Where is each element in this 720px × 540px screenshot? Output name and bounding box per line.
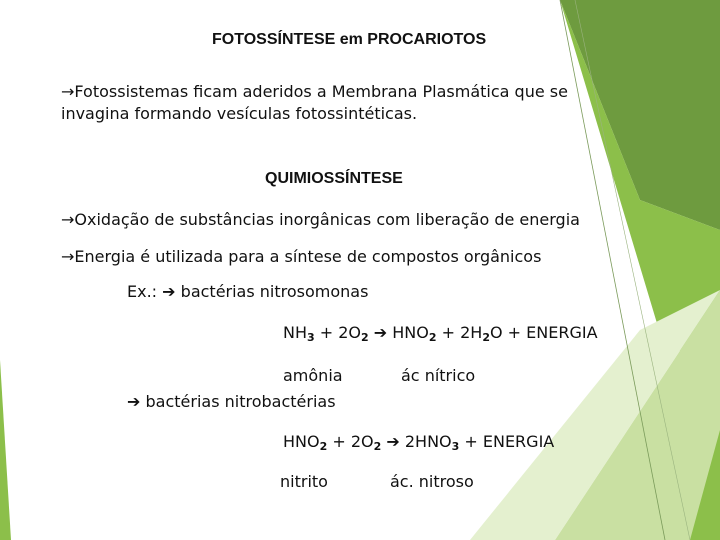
- bold-arrow-icon: ➔: [373, 323, 388, 342]
- example-nitrosomonas: Ex.: ➔ bactérias nitrosomonas: [127, 282, 369, 301]
- equation-2: $HNO_2 + 2O_2$ ➔ $2HNO_3$ + ENERGIA: [283, 432, 555, 453]
- label-nitrito: nitrito: [280, 472, 328, 491]
- photosystems-line-2: invagina formando vesículas fotossintéticas.: [61, 104, 418, 123]
- chemosynthesis-title: QUIMIOSSÍNTESE: [265, 170, 403, 187]
- bold-arrow-icon: ➔: [386, 432, 400, 451]
- slide-title: FOTOSSÍNTESE em PROCARIOTOS: [212, 31, 487, 48]
- right-dark-green-shape: [560, 0, 720, 230]
- example-nitrobacterias: ➔ bactérias nitrobactérias: [127, 392, 336, 411]
- label-ac-nitrico: ác nítrico: [401, 366, 476, 385]
- label-ac-nitroso: ác. nitroso: [390, 472, 474, 491]
- left-green-stripe: [0, 360, 11, 540]
- label-amonia: amônia: [283, 366, 343, 385]
- bold-arrow-icon: ➔: [127, 392, 141, 411]
- bullet-energy: →Energia é utilizada para a síntese de compostos orgânicos: [61, 247, 542, 266]
- photosystems-line-1: →Fotossistemas ficam aderidos a Membrana Plasmática que se: [61, 82, 568, 101]
- arrow-icon: →: [61, 210, 75, 229]
- arrow-icon: →: [61, 82, 75, 101]
- equation-1: $NH_3 + 2O_2$ ➔ $HNO_2 + 2H_2O$ + ENERGIA: [283, 323, 598, 344]
- bold-arrow-icon: ➔: [162, 282, 176, 301]
- bullet-oxidation: →Oxidação de substâncias inorgânicas com liberação de energia: [61, 210, 580, 229]
- arrow-icon: →: [61, 247, 75, 266]
